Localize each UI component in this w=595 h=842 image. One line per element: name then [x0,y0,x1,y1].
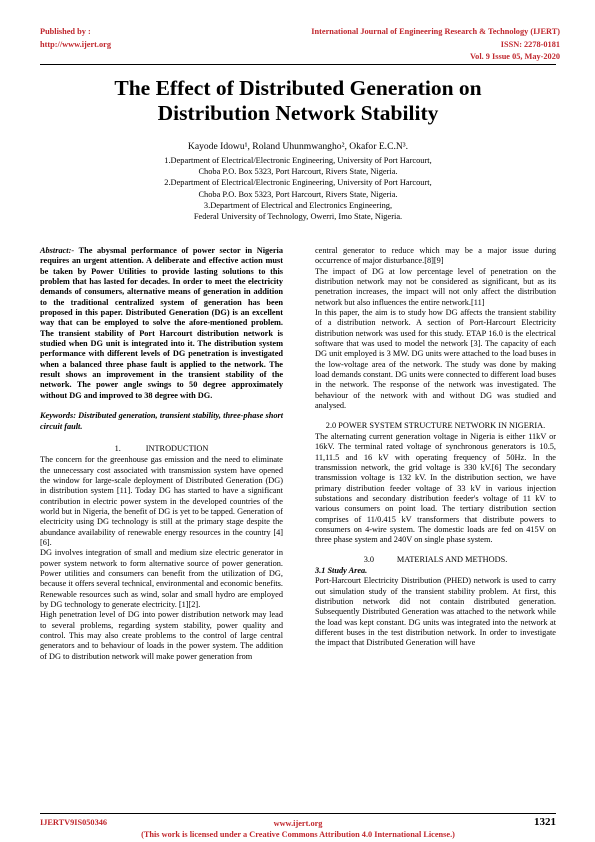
intro-continued-paragraph: In this paper, the aim is to study how DG affects the transient stability of a distribution network. A section of Port-Harcourt Electricity distribution network was used for this study. ETAP 16.0 is the electrical software that was used to model the network [3]. The capacity of each DG unit employed is 3 MW. DG units were attached to the load buses in the low-voltage area of the network. The study was done by making load demands constant. DG units were connected to different load buses in the network. The response of the network was investigated. The behaviour of the network with and without DG was studied and analysed. [315,308,556,411]
issn: ISSN: 2278-0181 [500,39,560,49]
left-column [40,246,283,662]
page-number: 1321 [534,816,556,828]
author-list: Kayode Idowu¹, Roland Uhunmwangho², Okafor E.C.N³. [187,141,409,152]
section-3-paragraph: Port-Harcourt Electricity Distribution (PHED) network is used to carry out simulation study of the transient stability problem. At first, this distribution network did not contain distributed generation. Subsequently Distributed Generation was attached to the network while the load was kept constant. DG units was integrated into the network at different buses in the test distribution network. In order to investigate the impact that Distributed Generation will have [315,576,556,648]
footer-center [40,818,556,840]
affiliation-line: 2.Department of Electrical/Electronic Engineering, University of Port Harcourt, [164,178,432,188]
publisher-label: Published by : [40,27,91,36]
publisher-block [40,26,111,51]
intro-continued-paragraph: central generator to reduce which may be a major issue during occurrence of major disturbance.[8][9] [315,246,556,266]
paper-title [40,76,556,126]
volume-issue: Vol. 9 Issue 05, May-2020 [469,52,560,61]
intro-paragraph: DG involves integration of small and medium size electric generator in power system network to form alternative source of power generation. Power utilities and consumers can benefit from the utilization of DG, because it offers several technical, environmental and economic benefits. Renewable resources such as wind, solar and small hydro are employed by DG technology to generate electricity. [1][2]. [40,548,283,609]
affiliation-line: Federal University of Technology, Owerri, Imo State, Nigeria. [193,212,403,222]
paper-id: IJERTV9IS050346 [40,818,108,827]
affiliation-line: 3.Department of Electrical and Electronics Engineering, [203,200,393,210]
affiliation-line: Choba P.O. Box 5323, Port Harcourt, Rivers State, Nigeria. [198,189,398,199]
intro-paragraph: The concern for the greenhouse gas emission and the need to eliminate the unnecessary cost associated with transmission system have opened the window for large-scale deployment of Distributed Generation (DG) in distribution system [11]. Today DG has started to have a significant contribution in electric power system in the developed countries of the world but in Nigeria, the benefit of DG is yet to be tapped. Generation of electricity using DG technology is still at the primary stage despite the abundance availability of renewable energy resources in the country [4][6]. [40,455,283,547]
title-line-1: The Effect of Distributed Generation on [114,76,482,100]
affiliation-line: 1.Department of Electrical/Electronic Engineering, University of Port Harcourt, [164,156,432,165]
journal-block [311,26,560,64]
right-column [315,246,556,649]
footer-site-link[interactable]: www.ijert.org [273,819,323,828]
section-2-heading: 2.0 POWER SYSTEM STRUCTURE NETWORK IN NIGERIA. [325,420,546,430]
header-rule [40,64,556,65]
intro-continued-paragraph: The impact of DG at low percentage level of penetration on the distribution network may not be considered as significant, but as its penetration increases, the impact will not only affect the distribution network but also influences the entire network.[11] [315,266,556,307]
title-line-2: Distribution Network Stability [157,101,439,125]
abstract [40,246,283,401]
abstract-label: Abstract:- [40,246,75,255]
subsection-3-1-heading: 3.1 Study Area. [315,565,368,575]
keywords: Keywords: Distributed generation, transient stability, three-phase short circuit fault. [40,411,283,431]
footer-rule [40,813,556,814]
section-2-paragraph: The alternating current generation voltage in Nigeria is either 11kV or 16kV. The terminal rated voltage of synchronous generators is 10.5, 11,11.5 and 16 kV with operating frequency of 50Hz. In the transmission network, the grid voltage is 330 kV.[6] The secondary transmission voltage is 132 kV. In the distribution section, we have primary distribution feeder voltage of 33 kV in various injection substations and secondary distribution feeder's voltage of 11 kV to various consumers on point load. The tertiary distribution section comprises of 11/0.415 kV transformers that distribute powers to consumers on 4-wire system. The domestic loads are fed on 415V on three phase system and 240V on single phase system. [315,431,556,545]
license-note: (This work is licensed under a Creative Commons Attribution 4.0 International License.) [141,830,455,839]
intro-paragraph: High penetration level of DG into power distribution network may lead to several problems, regarding system stability, power quality and control. This may also create problems to the control of large central generators and to behaviour of loads in the power system. The addition of DG to distribution network will make power generation from [40,610,283,661]
journal-name: International Journal of Engineering Research & Technology (IJERT) [311,27,560,36]
section-3-heading: 3.0 MATERIALS AND METHODS. [363,554,508,564]
affiliation-line: Choba P.O. Box 5323, Port Harcourt, Rivers State, Nigeria. [198,167,398,177]
affiliations [40,155,556,222]
publisher-url-link[interactable]: http://www.ijert.org [40,39,111,49]
abstract-text: The abysmal performance of power sector in Nigeria requires an urgent attention. A deliberate and effective action must be taken by Power Utilities to provide lasting solutions to this problem that has lasted for decades. In order to meet the electricity demands of consumers, alternative means of generation in addition to the traditional centralized system of generation has been proposed in this paper. Distributed Generation (DG) is an excellent way that can be employed to solve the afore-mentioned problem. The transient stability of Port Harcourt distribution network is studied when DG unit is integrated into it. The distribution system performance with different levels of DG penetration is investigated when a balanced three phase fault is applied to the network. The result shows an improvement in the transient stability of the network. The power angle swings to 50 degree approximately without DG and improved to 38 degree with DG. [40,246,283,400]
introduction-heading: 1. INTRODUCTION [114,443,209,453]
